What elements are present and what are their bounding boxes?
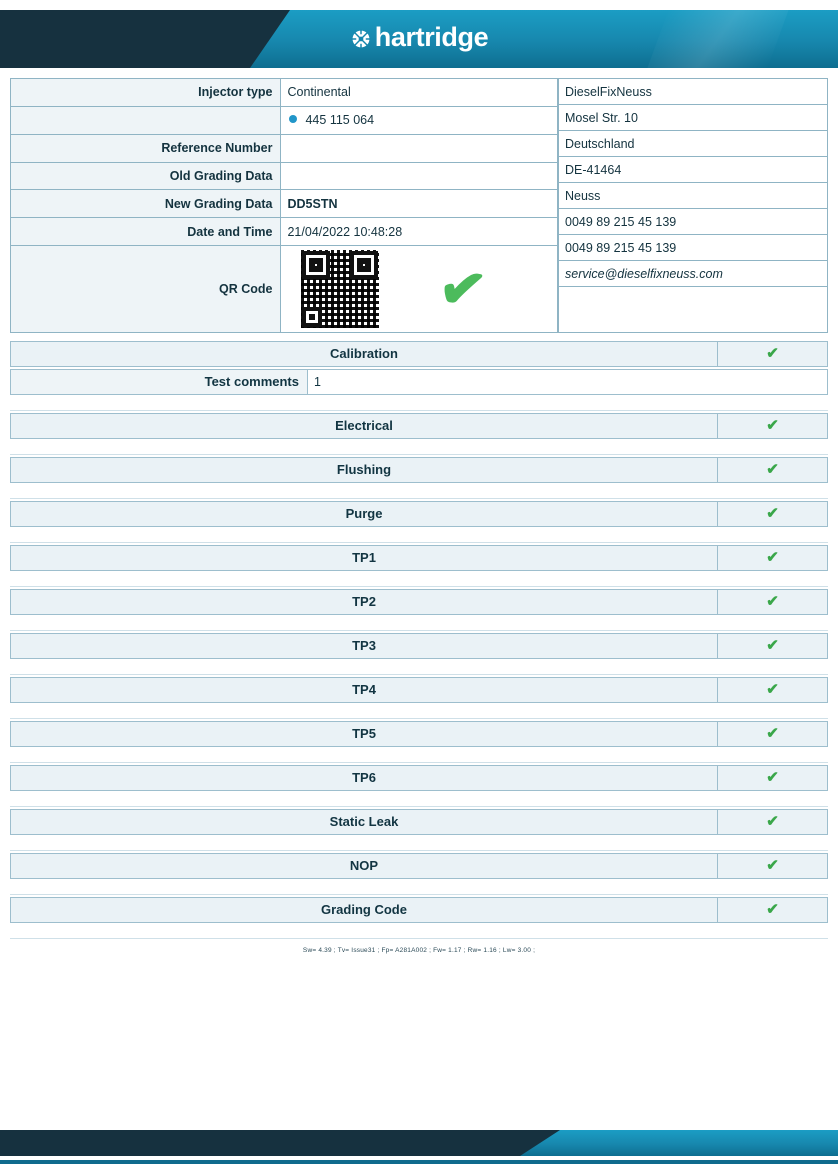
table-row [559,287,828,333]
test-name: Flushing [10,457,718,483]
footer-dark-band [0,1130,560,1156]
customer-phone-1: 0049 89 215 45 139 [559,209,828,235]
test-row-tp5 [10,721,828,747]
status-badge: ✔ [718,545,828,571]
customer-email: service@dieselfixneuss.com [559,261,828,287]
header-info-area [10,78,828,333]
test-name: TP6 [10,765,718,791]
row-divider [10,573,828,587]
report-content [0,78,838,954]
test-comments-label: Test comments [10,369,308,395]
page-header [0,0,838,78]
customer-name: DieselFixNeuss [559,79,828,105]
status-badge: ✔ [718,457,828,483]
row-divider [10,485,828,499]
new-grading-data-label: New Grading Data [11,190,281,218]
status-badge: ✔ [718,413,828,439]
test-row-tp6 [10,765,828,791]
customer-blank-cell [559,287,828,333]
date-time-value: 21/04/2022 10:48:28 [281,218,558,246]
date-time-label: Date and Time [11,218,281,246]
old-grading-data-label: Old Grading Data [11,162,281,190]
row-divider [10,881,828,895]
table-row [559,79,828,105]
green-check-icon: ✔ [435,254,491,324]
footer-teal-band [520,1130,838,1156]
table-row [559,105,828,131]
table-row [11,162,558,190]
test-name: TP4 [10,677,718,703]
table-row [11,79,558,107]
table-row [559,183,828,209]
bullet-icon [289,115,297,123]
injector-code-cell [281,106,558,134]
injector-code-value: 445 115 064 [305,113,375,128]
test-row-flushing [10,457,828,483]
table-row [559,209,828,235]
customer-phone-2: 0049 89 215 45 139 [559,235,828,261]
test-name: TP1 [10,545,718,571]
new-grading-data-value: DD5STN [281,190,558,218]
gear-icon [350,26,372,48]
test-row-tp3 [10,633,828,659]
test-row-electrical [10,413,828,439]
qr-code-label: QR Code [11,246,281,333]
status-badge: ✔ [718,765,828,791]
status-badge: ✔ [718,897,828,923]
test-row-purge [10,501,828,527]
test-row-tp4 [10,677,828,703]
row-divider [10,397,828,411]
test-comments-value: 1 [308,369,828,395]
brand-logo [0,22,838,53]
test-comments-row [10,369,828,395]
table-row [11,134,558,162]
status-badge: ✔ [718,853,828,879]
row-divider [10,661,828,675]
table-row [11,218,558,246]
test-name: NOP [10,853,718,879]
test-row-tp2 [10,589,828,615]
table-row [559,157,828,183]
injector-type-label: Injector type [11,79,281,107]
footer-rule [0,1160,838,1164]
status-badge: ✔ [718,501,828,527]
status-badge: ✔ [718,633,828,659]
test-row-tp1 [10,545,828,571]
row-divider [10,925,828,939]
brand-name: hartridge [374,22,489,52]
software-footnote: Sw= 4.39 ; Tv= Issue31 ; Fp= A281A002 ; Fw= 1.17 ; Rw= 1.16 ; Lw= 3.00 ; [302,947,536,954]
table-row [559,261,828,287]
status-badge: ✔ [718,341,828,367]
old-grading-data-value [281,162,558,190]
row-divider [10,837,828,851]
qr-code-cell [281,246,558,333]
qr-code-icon [301,250,379,328]
injector-info-table [10,78,558,333]
test-name: TP3 [10,633,718,659]
row-divider [10,793,828,807]
test-name: Grading Code [10,897,718,923]
status-badge: ✔ [718,721,828,747]
row-divider [10,749,828,763]
customer-postcode: DE-41464 [559,157,828,183]
test-name: TP5 [10,721,718,747]
row-divider [10,705,828,719]
injector-type-value: Continental [281,79,558,107]
customer-info-table [558,78,828,333]
test-name: Purge [10,501,718,527]
injector-code-label [11,106,281,134]
status-badge: ✔ [718,809,828,835]
row-divider [10,617,828,631]
test-name: Static Leak [10,809,718,835]
test-row-calibration [10,341,828,367]
reference-number-value [281,134,558,162]
test-name: TP2 [10,589,718,615]
test-row-grading-code [10,897,828,923]
status-badge: ✔ [718,589,828,615]
page-footer [0,1130,838,1164]
row-divider [10,529,828,543]
row-divider [10,441,828,455]
table-row [11,190,558,218]
customer-country: Deutschland [559,131,828,157]
table-row [559,235,828,261]
test-name: Electrical [10,413,718,439]
test-results-list [10,341,828,939]
test-row-nop [10,853,828,879]
customer-street: Mosel Str. 10 [559,105,828,131]
status-badge: ✔ [718,677,828,703]
test-name: Calibration [10,341,718,367]
test-row-static-leak [10,809,828,835]
table-row [11,106,558,134]
table-row [11,246,558,333]
table-row [559,131,828,157]
customer-city: Neuss [559,183,828,209]
reference-number-label: Reference Number [11,134,281,162]
